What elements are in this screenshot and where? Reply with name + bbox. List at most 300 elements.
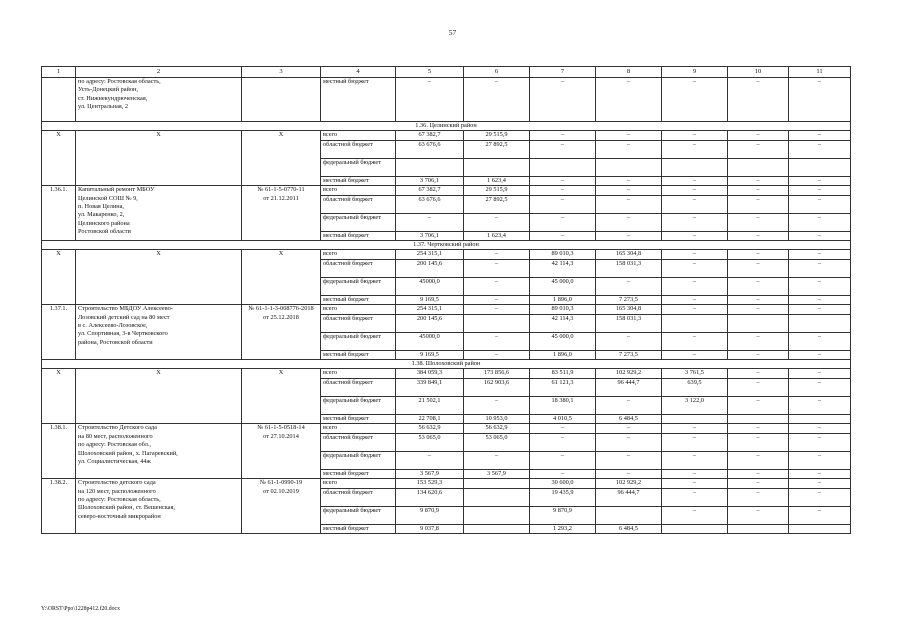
object-name-cell (76, 305, 242, 360)
value-cell: 3 567,9 (464, 469, 530, 478)
cell-line: Строительство детского сада (78, 479, 156, 487)
value-cell: – (789, 277, 851, 295)
value-cell: – (662, 350, 728, 359)
cell-line: ул. Макаренко, 2, (78, 211, 125, 219)
budget-type-cell: федеральный бюджет (321, 451, 396, 469)
value-cell: 7 273,5 (596, 350, 662, 359)
value-cell: – (728, 488, 789, 506)
value-cell: – (596, 140, 662, 158)
value-cell: 6 484,5 (596, 524, 662, 533)
header-cell: 7 (530, 67, 596, 78)
value-cell: 56 632,9 (396, 424, 464, 433)
value-cell: – (728, 131, 789, 140)
value-cell: 9 870,9 (530, 506, 596, 524)
header-cell: 6 (464, 67, 530, 78)
budget-table (41, 66, 851, 534)
budget-type-cell: местный бюджет (321, 295, 396, 304)
value-cell: – (530, 213, 596, 231)
value-cell: 42 114,3 (530, 314, 596, 332)
value-cell: 134 620,6 (396, 488, 464, 506)
row-number-cell (42, 78, 76, 122)
value-cell: 45000,0 (396, 277, 464, 295)
value-cell: – (789, 479, 851, 488)
value-cell: – (596, 176, 662, 185)
value-cell: – (662, 131, 728, 140)
cell-line: от 02.10.2019 (263, 487, 299, 495)
row-number-cell: Х (42, 369, 76, 424)
row-number-cell: 1.36.1. (42, 186, 76, 241)
value-cell (662, 524, 728, 533)
value-cell: – (789, 488, 851, 506)
value-cell: 1 896,0 (530, 295, 596, 304)
value-cell: – (789, 140, 851, 158)
object-name-cell (76, 479, 242, 534)
value-cell: – (728, 506, 789, 524)
value-cell: – (596, 433, 662, 451)
document-number-cell (242, 186, 321, 241)
row-number-cell: 1.38.2. (42, 479, 76, 534)
value-cell: 21 502,1 (396, 396, 464, 414)
value-cell: – (530, 176, 596, 185)
value-cell: 61 121,3 (530, 378, 596, 396)
value-cell: – (662, 479, 728, 488)
row-number-cell: 1.38.1. (42, 424, 76, 479)
value-cell: 200 145,6 (396, 314, 464, 332)
value-cell: 89 010,3 (530, 305, 596, 314)
cell-line: Шолоховский район, х. Пагаревский, (78, 449, 178, 457)
value-cell: 27 892,5 (464, 140, 530, 158)
value-cell: – (596, 451, 662, 469)
value-cell: 63 676,6 (396, 195, 464, 213)
value-cell: – (530, 424, 596, 433)
cell-line: п. Новая Целина, (78, 203, 124, 211)
budget-type-cell: местный бюджет (321, 524, 396, 533)
value-cell: – (530, 451, 596, 469)
budget-type-cell: федеральный бюджет (321, 277, 396, 295)
row-number-cell: 1.37.1. (42, 305, 76, 360)
value-cell: – (530, 433, 596, 451)
value-cell: 3 567,9 (396, 469, 464, 478)
value-cell: 1 293,2 (530, 524, 596, 533)
cell-line: Строительство МБДОУ Алексеево- (78, 305, 173, 313)
value-cell: – (728, 78, 789, 122)
value-cell: – (789, 378, 851, 396)
section-header-row (42, 241, 851, 250)
value-cell: – (464, 332, 530, 350)
value-cell: – (789, 469, 851, 478)
value-cell: – (396, 78, 464, 122)
value-cell: – (464, 259, 530, 277)
value-cell: – (728, 396, 789, 414)
value-cell: – (728, 250, 789, 259)
value-cell (464, 524, 530, 533)
value-cell: – (728, 332, 789, 350)
cell-line: Целинского района (78, 219, 130, 227)
value-cell: 3 122,0 (662, 396, 728, 414)
budget-type-cell: местный бюджет (321, 469, 396, 478)
cell-line: № 61-1-0990-19 (259, 479, 303, 487)
value-cell: – (530, 140, 596, 158)
value-cell: – (728, 433, 789, 451)
value-cell: – (789, 332, 851, 350)
value-cell: 9 169,5 (396, 350, 464, 359)
object-name-cell (76, 424, 242, 479)
table-row (42, 305, 851, 314)
budget-type-cell: местный бюджет (321, 231, 396, 240)
value-cell: – (464, 451, 530, 469)
value-cell: 18 380,1 (530, 396, 596, 414)
value-cell (464, 158, 530, 176)
value-cell: – (596, 186, 662, 195)
header-cell: 3 (242, 67, 321, 78)
value-cell: – (464, 78, 530, 122)
value-cell: – (789, 424, 851, 433)
object-name-cell: Х (76, 250, 242, 305)
document-number-cell (242, 424, 321, 479)
object-name-cell: Х (76, 369, 242, 424)
value-cell: – (728, 140, 789, 158)
value-cell: – (662, 295, 728, 304)
value-cell: – (662, 259, 728, 277)
cell-line: на 80 мест, расположенного (78, 432, 153, 440)
budget-type-cell: областной бюджет (321, 378, 396, 396)
value-cell: 10 953,0 (464, 414, 530, 423)
cell-line: по адресу: Ростовская область, (78, 78, 161, 85)
value-cell: – (596, 424, 662, 433)
cell-line: по адресу: Ростовская область, (78, 495, 161, 503)
value-cell: – (596, 131, 662, 140)
object-name-cell (76, 186, 242, 241)
budget-type-cell: всего (321, 305, 396, 314)
budget-type-cell: федеральный бюджет (321, 158, 396, 176)
value-cell: 56 632,9 (464, 424, 530, 433)
table-row (42, 186, 851, 195)
cell-line: в с. Алексеево-Лозовское, (78, 322, 148, 330)
value-cell: 1 896,0 (530, 350, 596, 359)
value-cell: – (530, 469, 596, 478)
value-cell (662, 314, 728, 332)
value-cell: – (662, 332, 728, 350)
value-cell: 6 484,5 (596, 414, 662, 423)
budget-type-cell: местный бюджет (321, 176, 396, 185)
value-cell: – (396, 451, 464, 469)
value-cell (789, 414, 851, 423)
budget-type-cell: всего (321, 131, 396, 140)
value-cell: 9 169,5 (396, 295, 464, 304)
value-cell: 162 903,6 (464, 378, 530, 396)
cell-line: ул. Социалистическая, 44ж (78, 457, 151, 465)
value-cell (464, 479, 530, 488)
cell-line: Строительство Детского сада (78, 424, 157, 432)
budget-type-cell: областной бюджет (321, 488, 396, 506)
value-cell (662, 414, 728, 423)
value-cell: – (789, 213, 851, 231)
value-cell: – (662, 424, 728, 433)
value-cell: – (662, 140, 728, 158)
value-cell: 27 892,5 (464, 195, 530, 213)
value-cell: 102 929,2 (596, 479, 662, 488)
value-cell (596, 506, 662, 524)
value-cell: – (728, 369, 789, 378)
budget-type-cell: всего (321, 424, 396, 433)
value-cell: 1 623,4 (464, 176, 530, 185)
budget-type-cell: областной бюджет (321, 259, 396, 277)
section-header-row (42, 360, 851, 369)
cell-line: от 27.10.2014 (263, 432, 299, 440)
value-cell: 254 315,1 (396, 305, 464, 314)
value-cell: 254 315,1 (396, 250, 464, 259)
value-cell: – (728, 195, 789, 213)
value-cell: 102 929,2 (596, 369, 662, 378)
cell-line: Лозовский детский сад на 80 мест (78, 313, 170, 321)
value-cell: – (464, 396, 530, 414)
value-cell: 3 761,5 (662, 369, 728, 378)
section-title: 1.37. Чертковский район (42, 241, 851, 250)
value-cell: – (662, 250, 728, 259)
section-title: 1.38. Шолоховский район (42, 360, 851, 369)
value-cell: 384 059,3 (396, 369, 464, 378)
budget-type-cell: областной бюджет (321, 195, 396, 213)
value-cell: – (789, 250, 851, 259)
header-cell: 4 (321, 67, 396, 78)
value-cell: 96 444,7 (596, 378, 662, 396)
value-cell: – (662, 506, 728, 524)
table-row (42, 131, 851, 140)
value-cell: – (662, 231, 728, 240)
value-cell (789, 314, 851, 332)
cell-line: № 61-1-5-0770-11 (257, 186, 305, 194)
cell-line: ул. Центральная, 2 (78, 103, 129, 111)
cell-line: от 25.12.2018 (263, 313, 299, 321)
budget-type-cell: всего (321, 369, 396, 378)
value-cell: – (789, 186, 851, 195)
value-cell: – (789, 295, 851, 304)
value-cell: – (789, 350, 851, 359)
budget-type-cell: федеральный бюджет (321, 213, 396, 231)
value-cell: – (662, 195, 728, 213)
budget-type-cell: областной бюджет (321, 314, 396, 332)
section-header-row (42, 122, 851, 131)
budget-type-cell: местный бюджет (321, 350, 396, 359)
value-cell: – (530, 195, 596, 213)
value-cell: 29 515,9 (464, 186, 530, 195)
value-cell: 158 031,3 (596, 314, 662, 332)
value-cell (728, 158, 789, 176)
cell-line: Усть-Донецкий район, (78, 86, 138, 94)
value-cell: 63 676,6 (396, 140, 464, 158)
value-cell: – (728, 186, 789, 195)
cell-line: северо-восточный микрорайон (78, 512, 161, 520)
value-cell: – (789, 506, 851, 524)
value-cell: – (789, 231, 851, 240)
value-cell: – (728, 213, 789, 231)
value-cell: – (596, 231, 662, 240)
value-cell: – (728, 176, 789, 185)
table-row (42, 369, 851, 378)
value-cell (662, 158, 728, 176)
table-row (42, 250, 851, 259)
value-cell: – (728, 277, 789, 295)
budget-type-cell: всего (321, 250, 396, 259)
value-cell: – (596, 277, 662, 295)
value-cell: – (464, 305, 530, 314)
cell-line: на 120 мест, расположенного (78, 487, 156, 495)
budget-type-cell: местный бюджет (321, 78, 396, 122)
budget-type-cell: федеральный бюджет (321, 332, 396, 350)
header-cell: 5 (396, 67, 464, 78)
header-cell: 9 (662, 67, 728, 78)
cell-line: по адресу: Ростовская обл., (78, 441, 152, 449)
table-row (42, 78, 851, 122)
value-cell: 3 706,1 (396, 231, 464, 240)
value-cell: – (662, 469, 728, 478)
budget-type-cell: федеральный бюджет (321, 506, 396, 524)
value-cell: – (789, 396, 851, 414)
value-cell: – (662, 305, 728, 314)
value-cell: 42 114,3 (530, 259, 596, 277)
document-number-cell (242, 78, 321, 122)
cell-line: Целинской СОШ № 9, (78, 194, 138, 202)
cell-line: № 61-1-5-0518-14 (257, 424, 305, 432)
document-number-cell: Х (242, 131, 321, 186)
value-cell: – (789, 195, 851, 213)
value-cell: 153 529,3 (396, 479, 464, 488)
cell-line: Ростовской области (78, 228, 131, 236)
value-cell (530, 158, 596, 176)
value-cell: – (464, 250, 530, 259)
value-cell: 9 870,9 (396, 506, 464, 524)
header-cell: 1 (42, 67, 76, 78)
value-cell: 45 000,0 (530, 277, 596, 295)
document-number-cell: Х (242, 250, 321, 305)
value-cell: – (728, 231, 789, 240)
budget-type-cell: всего (321, 186, 396, 195)
document-number-cell: Х (242, 369, 321, 424)
value-cell: – (530, 131, 596, 140)
header-cell: 10 (728, 67, 789, 78)
value-cell: – (789, 305, 851, 314)
value-cell: – (662, 176, 728, 185)
file-path-footer: Y:\ORST\Ppo\1228p412.f20.docx (41, 606, 121, 612)
value-cell: – (662, 78, 728, 122)
value-cell: – (530, 186, 596, 195)
value-cell: 89 010,3 (530, 250, 596, 259)
value-cell: 29 515,9 (464, 131, 530, 140)
value-cell: – (530, 78, 596, 122)
value-cell: 67 382,7 (396, 131, 464, 140)
budget-type-cell: областной бюджет (321, 140, 396, 158)
value-cell: 339 849,1 (396, 378, 464, 396)
table-row (42, 479, 851, 488)
value-cell: 3 706,1 (396, 176, 464, 185)
object-name-cell (76, 78, 242, 122)
value-cell (464, 506, 530, 524)
value-cell: 9 037,8 (396, 524, 464, 533)
value-cell: 30 600,0 (530, 479, 596, 488)
value-cell: 96 444,7 (596, 488, 662, 506)
value-cell: – (464, 295, 530, 304)
value-cell: – (728, 424, 789, 433)
value-cell: 19 435,9 (530, 488, 596, 506)
page-number: 57 (448, 28, 457, 37)
value-cell: – (596, 469, 662, 478)
value-cell: 53 065,0 (396, 433, 464, 451)
value-cell: – (789, 451, 851, 469)
document-number-cell (242, 305, 321, 360)
value-cell: – (789, 369, 851, 378)
value-cell (464, 488, 530, 506)
value-cell: – (662, 186, 728, 195)
value-cell: – (596, 78, 662, 122)
value-cell: 67 382,7 (396, 186, 464, 195)
header-cell: 11 (789, 67, 851, 78)
cell-line: от 21.12.2011 (263, 194, 299, 202)
cell-line: № 61-1-1-3-008776-2018 (248, 305, 314, 313)
value-cell: – (728, 295, 789, 304)
value-cell: – (789, 433, 851, 451)
value-cell: 173 856,6 (464, 369, 530, 378)
header-cell: 2 (76, 67, 242, 78)
value-cell: – (396, 213, 464, 231)
cell-line: ст. Нижнекундрюченская, (78, 94, 148, 102)
value-cell (728, 524, 789, 533)
value-cell: – (728, 479, 789, 488)
cell-line: Шолоховский район, ст. Вешенская, (78, 504, 175, 512)
value-cell: – (662, 213, 728, 231)
budget-type-cell: местный бюджет (321, 414, 396, 423)
value-cell: 165 304,8 (596, 305, 662, 314)
value-cell: – (662, 451, 728, 469)
section-title: 1.36. Целинский район (42, 122, 851, 131)
value-cell: – (728, 451, 789, 469)
value-cell: – (464, 350, 530, 359)
value-cell: – (596, 396, 662, 414)
value-cell: – (728, 469, 789, 478)
value-cell: 7 273,5 (596, 295, 662, 304)
value-cell (728, 314, 789, 332)
value-cell: 22 708,1 (396, 414, 464, 423)
object-name-cell: Х (76, 131, 242, 186)
value-cell: 4 010,5 (530, 414, 596, 423)
cell-line: ул. Спортивная, 3-в Чертковского (78, 330, 168, 338)
value-cell (464, 314, 530, 332)
value-cell: – (662, 488, 728, 506)
value-cell: 639,5 (662, 378, 728, 396)
value-cell: – (464, 213, 530, 231)
value-cell: – (789, 259, 851, 277)
cell-line: Капитальный ремонт МБОУ (78, 186, 155, 194)
value-cell: 45000,0 (396, 332, 464, 350)
table-header-row (42, 67, 851, 78)
table-row (42, 424, 851, 433)
value-cell: 200 145,6 (396, 259, 464, 277)
budget-type-cell: областной бюджет (321, 433, 396, 451)
value-cell: – (728, 259, 789, 277)
value-cell: – (728, 350, 789, 359)
value-cell: – (728, 305, 789, 314)
value-cell: – (789, 131, 851, 140)
value-cell: – (662, 277, 728, 295)
value-cell: – (596, 332, 662, 350)
header-cell: 8 (596, 67, 662, 78)
value-cell: – (728, 378, 789, 396)
cell-line: района, Ростовской области (78, 338, 153, 346)
value-cell: – (789, 78, 851, 122)
value-cell: 83 511,9 (530, 369, 596, 378)
value-cell: – (530, 231, 596, 240)
value-cell (728, 414, 789, 423)
value-cell: 53 065,0 (464, 433, 530, 451)
